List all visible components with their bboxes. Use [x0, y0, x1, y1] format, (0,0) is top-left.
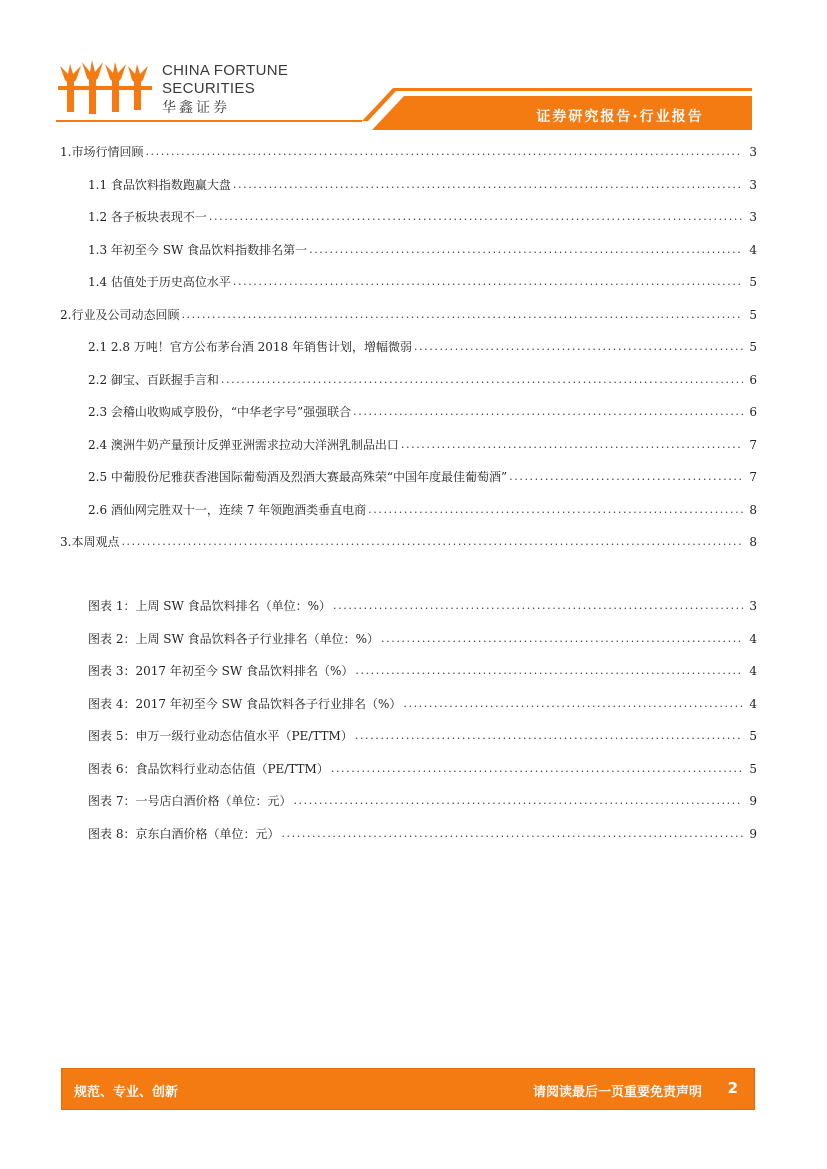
- toc-dot-leader: [181, 306, 743, 324]
- footer-page-number: 2: [727, 1079, 738, 1097]
- toc-entry-page: 5: [749, 308, 757, 322]
- toc-entry-title: 2.行业及公司动态回顾: [60, 308, 180, 322]
- toc-entry-title: 1.3 年初至今 SW 食品饮料指数排名第一: [88, 243, 308, 257]
- toc-dot-leader: [381, 630, 743, 648]
- report-type-label: 证券研究报告·行业报告: [536, 109, 704, 125]
- toc-entry[interactable]: [88, 501, 757, 519]
- toc-dot-leader: [368, 501, 743, 519]
- toc-dot-leader: [403, 695, 743, 713]
- toc-entry[interactable]: [88, 403, 757, 421]
- toc-dot-leader: [333, 597, 743, 615]
- page-header: [0, 0, 827, 130]
- company-name-cn: 华鑫证券: [162, 100, 230, 116]
- toc-entry-title: 2.1 2.8 万吨！官方公布茅台酒 2018 年销售计划，增幅微弱: [88, 340, 412, 354]
- toc-dot-leader: [355, 727, 743, 745]
- toc-dot-leader: [309, 241, 743, 259]
- figure-list-entry[interactable]: [88, 792, 757, 810]
- toc-entry[interactable]: [88, 208, 757, 226]
- figure-entry-page: 9: [749, 827, 757, 841]
- figure-entry-title: 图表 2：上周 SW 食品饮料各子行业排名（单位：%）: [88, 632, 380, 646]
- figure-entry-page: 4: [749, 664, 757, 678]
- figure-entry-page: 4: [749, 632, 757, 646]
- toc-entry-page: 6: [749, 405, 757, 419]
- footer-slogan: 规范、专业、创新: [74, 1085, 179, 1100]
- toc-entry-title: 2.4 澳洲牛奶产量预计反弹亚洲需求拉动大洋洲乳制品出口: [88, 438, 399, 452]
- figure-entry-page: 5: [749, 729, 757, 743]
- toc-entry[interactable]: [88, 468, 757, 486]
- toc-entry-page: 7: [749, 470, 757, 484]
- toc-dot-leader: [355, 662, 743, 680]
- footer-disclaimer-note: 请阅读最后一页重要免责声明: [532, 1085, 702, 1100]
- toc-entry[interactable]: [60, 306, 757, 324]
- figure-entry-title: 图表 8：京东白酒价格（单位：元）: [88, 827, 280, 841]
- toc-entry-page: 3: [749, 145, 757, 159]
- toc-entry-title: 1.4 估值处于历史高位水平: [88, 275, 231, 289]
- toc-entry-title: 3.本周观点: [60, 535, 120, 549]
- toc-entry-title: 1.1 食品饮料指数跑赢大盘: [88, 178, 231, 192]
- toc-entry-title: 2.3 会稽山收购咸亨股份，“中华老字号”强强联合: [88, 405, 352, 419]
- toc-entry-page: 6: [749, 373, 757, 387]
- toc-dot-leader: [509, 468, 743, 486]
- toc-entry[interactable]: [88, 436, 757, 454]
- toc-entry-page: 5: [749, 275, 757, 289]
- company-name-en-line2: SECURITIES: [162, 80, 256, 97]
- company-name-en-line1: CHINA FORTUNE: [162, 62, 289, 79]
- toc-entry[interactable]: [60, 533, 757, 551]
- figure-entry-title: 图表 1：上周 SW 食品饮料排名（单位：%）: [88, 599, 332, 613]
- toc-dot-leader: [209, 208, 743, 226]
- toc-entry[interactable]: [88, 176, 757, 194]
- toc-dot-leader: [233, 176, 743, 194]
- toc-entry[interactable]: [88, 241, 757, 259]
- figure-entry-page: 3: [749, 599, 757, 613]
- toc-dot-leader: [281, 825, 743, 843]
- figure-list-entry[interactable]: [88, 630, 757, 648]
- toc-dot-leader: [414, 338, 743, 356]
- toc-entry-page: 3: [749, 178, 757, 192]
- toc-dot-leader: [145, 143, 743, 161]
- toc-entry-title: 2.6 酒仙网完胜双十一，连续 7 年领跑酒类垂直电商: [88, 503, 367, 517]
- figure-entry-page: 5: [749, 762, 757, 776]
- toc-dot-leader: [121, 533, 743, 551]
- toc-entry-page: 4: [749, 243, 757, 257]
- figure-entry-title: 图表 4：2017 年初至今 SW 食品饮料各子行业排名（%）: [88, 697, 402, 711]
- figure-entry-title: 图表 3：2017 年初至今 SW 食品饮料排名（%）: [88, 664, 354, 678]
- figure-list-entry[interactable]: [88, 760, 757, 778]
- figure-list-entry[interactable]: [88, 597, 757, 615]
- toc-dot-leader: [353, 403, 743, 421]
- toc-entry-title: 1.市场行情回顾: [60, 145, 144, 159]
- figure-list-entry[interactable]: [88, 695, 757, 713]
- figure-entry-page: 9: [749, 794, 757, 808]
- toc-entry-page: 3: [749, 210, 757, 224]
- figure-entry-title: 图表 5：申万一级行业动态估值水平（PE/TTM）: [88, 729, 353, 743]
- page-footer: [61, 1068, 755, 1110]
- toc-entry-page: 7: [749, 438, 757, 452]
- figure-list-entry[interactable]: [88, 727, 757, 745]
- figure-entry-title: 图表 7：一号店白酒价格（单位：元）: [88, 794, 292, 808]
- figure-entry-page: 4: [749, 697, 757, 711]
- toc-entry[interactable]: [60, 143, 757, 161]
- toc-entry-page: 5: [749, 340, 757, 354]
- toc-dot-leader: [221, 371, 743, 389]
- toc-dot-leader: [233, 273, 743, 291]
- toc-entry-title: 2.5 中葡股份尼雅获香港国际葡萄酒及烈酒大赛最高殊荣“中国年度最佳葡萄酒”: [88, 470, 508, 484]
- toc-entry[interactable]: [88, 338, 757, 356]
- toc-dot-leader: [331, 760, 743, 778]
- toc-entry[interactable]: [88, 371, 757, 389]
- toc-entry-title: 1.2 各子板块表现不一: [88, 210, 207, 224]
- toc-dot-leader: [293, 792, 743, 810]
- toc-entry-page: 8: [749, 503, 757, 517]
- figure-list-entry[interactable]: [88, 662, 757, 680]
- toc-entry-page: 8: [749, 535, 757, 549]
- toc-entry[interactable]: [88, 273, 757, 291]
- figure-entry-title: 图表 6：食品饮料行业动态估值（PE/TTM）: [88, 762, 329, 776]
- toc-entry-title: 2.2 御宝、百跃握手言和: [88, 373, 219, 387]
- figure-list-entry[interactable]: [88, 825, 757, 843]
- toc-dot-leader: [401, 436, 743, 454]
